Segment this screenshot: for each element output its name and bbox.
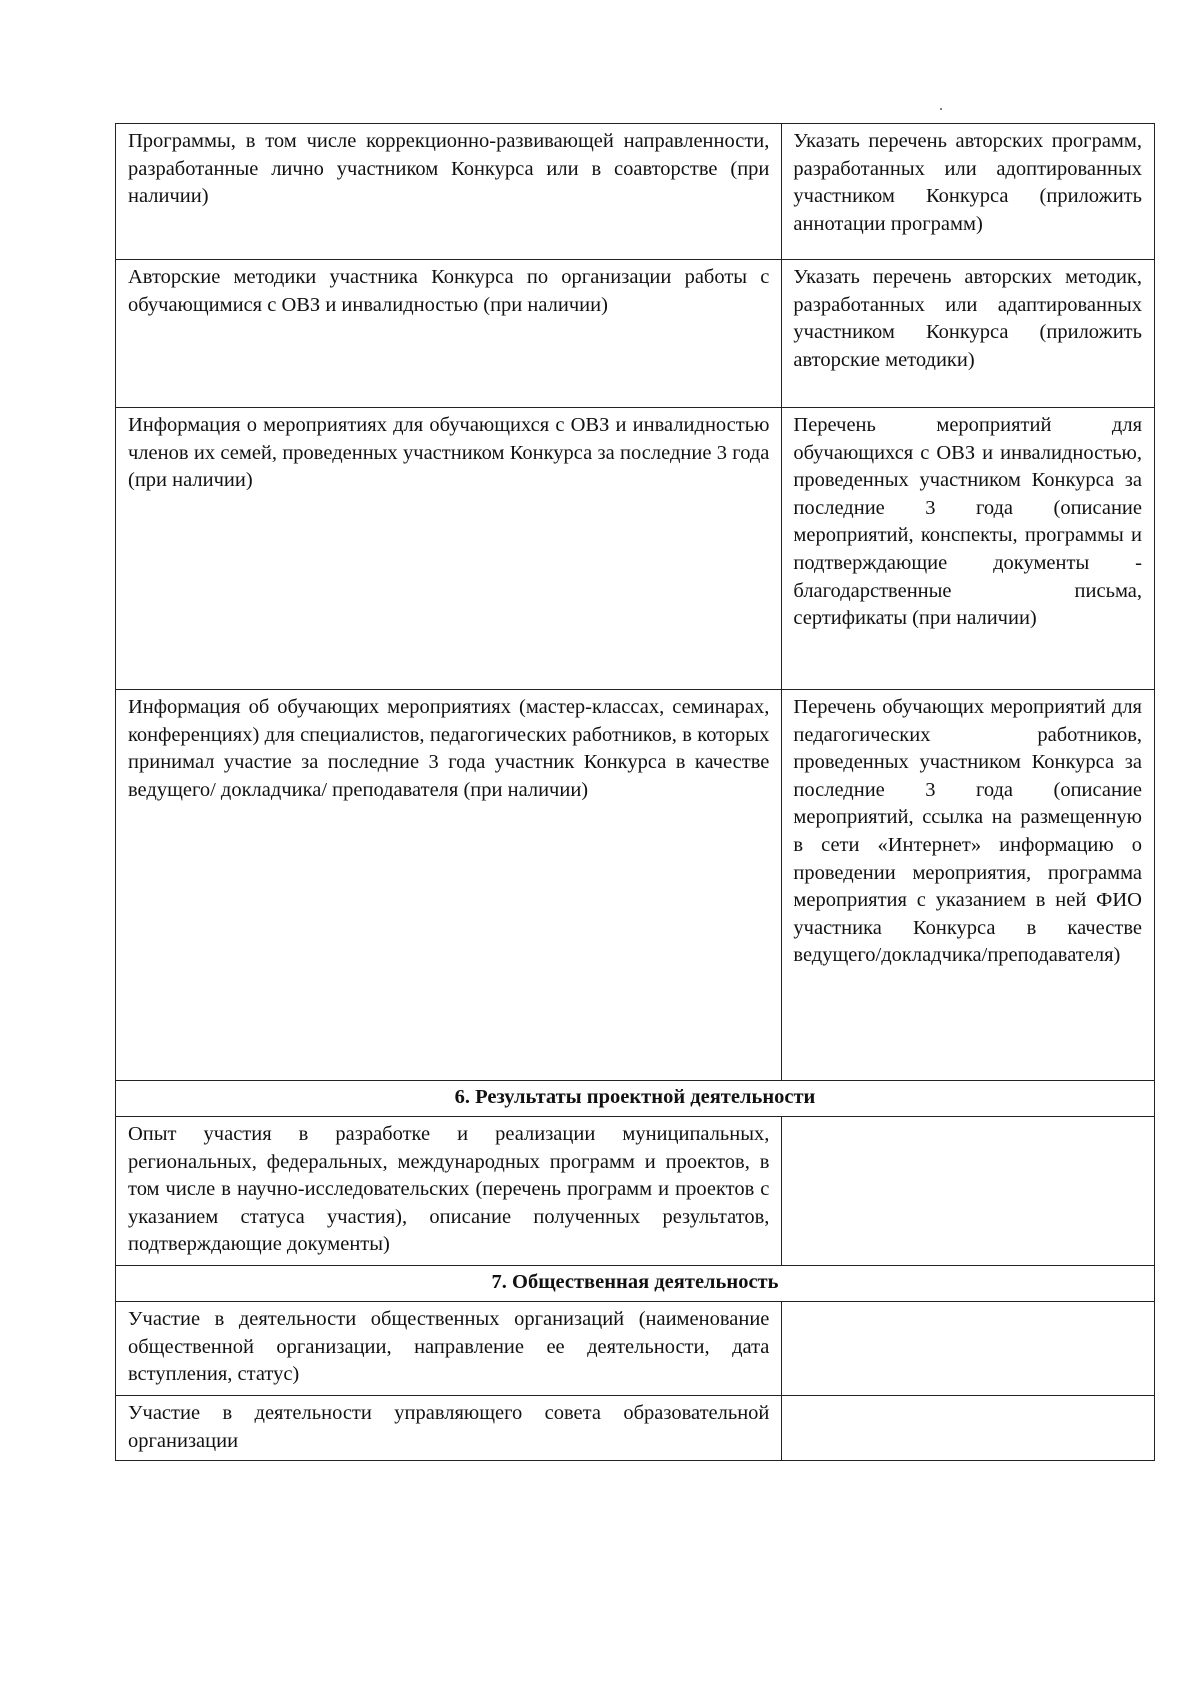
description-cell: Указать перечень авторских программ, разработанных или адоптированных участником Конкурса (приложить аннотации программ) [782, 124, 1155, 260]
table-row [116, 1302, 1155, 1396]
table-row [116, 1396, 1155, 1461]
criterion-cell: Программы, в том числе коррекционно-развивающей направленности, разработанные лично участником Конкурса или в соавторстве (при наличии) [116, 124, 782, 260]
criterion-cell: Участие в деятельности управляющего совета образовательной организации [116, 1396, 782, 1461]
table-row [116, 124, 1155, 260]
criterion-cell: Информация об обучающих мероприятиях (мастер-классах, семинарах, конференциях) для специалистов, педагогических работников, в которых принимал участие за последние 3 года участник Конкурса в качестве ведущего/ докладчика/ преподавателя (при наличии) [116, 690, 782, 1081]
section-title: 7. Общественная деятельность [116, 1266, 1155, 1302]
form-table [115, 123, 1155, 1461]
table-row [116, 1117, 1155, 1266]
description-cell: Перечень мероприятий для обучающихся с ОВЗ и инвалидностью, проведенных участником Конкурса за последние 3 года (описание мероприятий, конспекты, программы и подтверждающие документы - благодарственные письма, сертификаты (при наличии) [782, 408, 1155, 690]
description-cell: Перечень обучающих мероприятий для педагогических работников, проведенных участником Конкурса за последние 3 года (описание мероприятий, ссылка на размещенную в сети «Интернет» информацию о проведении мероприятия, программа мероприятия с указанием в ней ФИО участника Конкурса в качестве ведущего/докладчика/преподавателя) [782, 690, 1155, 1081]
description-cell [782, 1302, 1155, 1396]
section-header-row [116, 1266, 1155, 1302]
scan-speck [940, 108, 942, 110]
description-cell [782, 1396, 1155, 1461]
criterion-cell: Опыт участия в разработке и реализации муниципальных, региональных, федеральных, международных программ и проектов, в том числе в научно-исследовательских (перечень программ и проектов с указанием статуса участия), описание полученных результатов, подтверждающие документы) [116, 1117, 782, 1266]
description-cell: Указать перечень авторских методик, разработанных или адаптированных участником Конкурса (приложить авторские методики) [782, 260, 1155, 408]
criterion-cell: Авторские методики участника Конкурса по организации работы с обучающимися с ОВЗ и инвалидностью (при наличии) [116, 260, 782, 408]
section-header-row [116, 1081, 1155, 1117]
table-row [116, 260, 1155, 408]
criterion-cell: Информация о мероприятиях для обучающихся с ОВЗ и инвалидностью членов их семей, проведенных участником Конкурса за последние 3 года (при наличии) [116, 408, 782, 690]
criterion-cell: Участие в деятельности общественных организаций (наименование общественной организации, направление ее деятельности, дата вступления, статус) [116, 1302, 782, 1396]
description-cell [782, 1117, 1155, 1266]
section-title: 6. Результаты проектной деятельности [116, 1081, 1155, 1117]
table-row [116, 690, 1155, 1081]
table-row [116, 408, 1155, 690]
